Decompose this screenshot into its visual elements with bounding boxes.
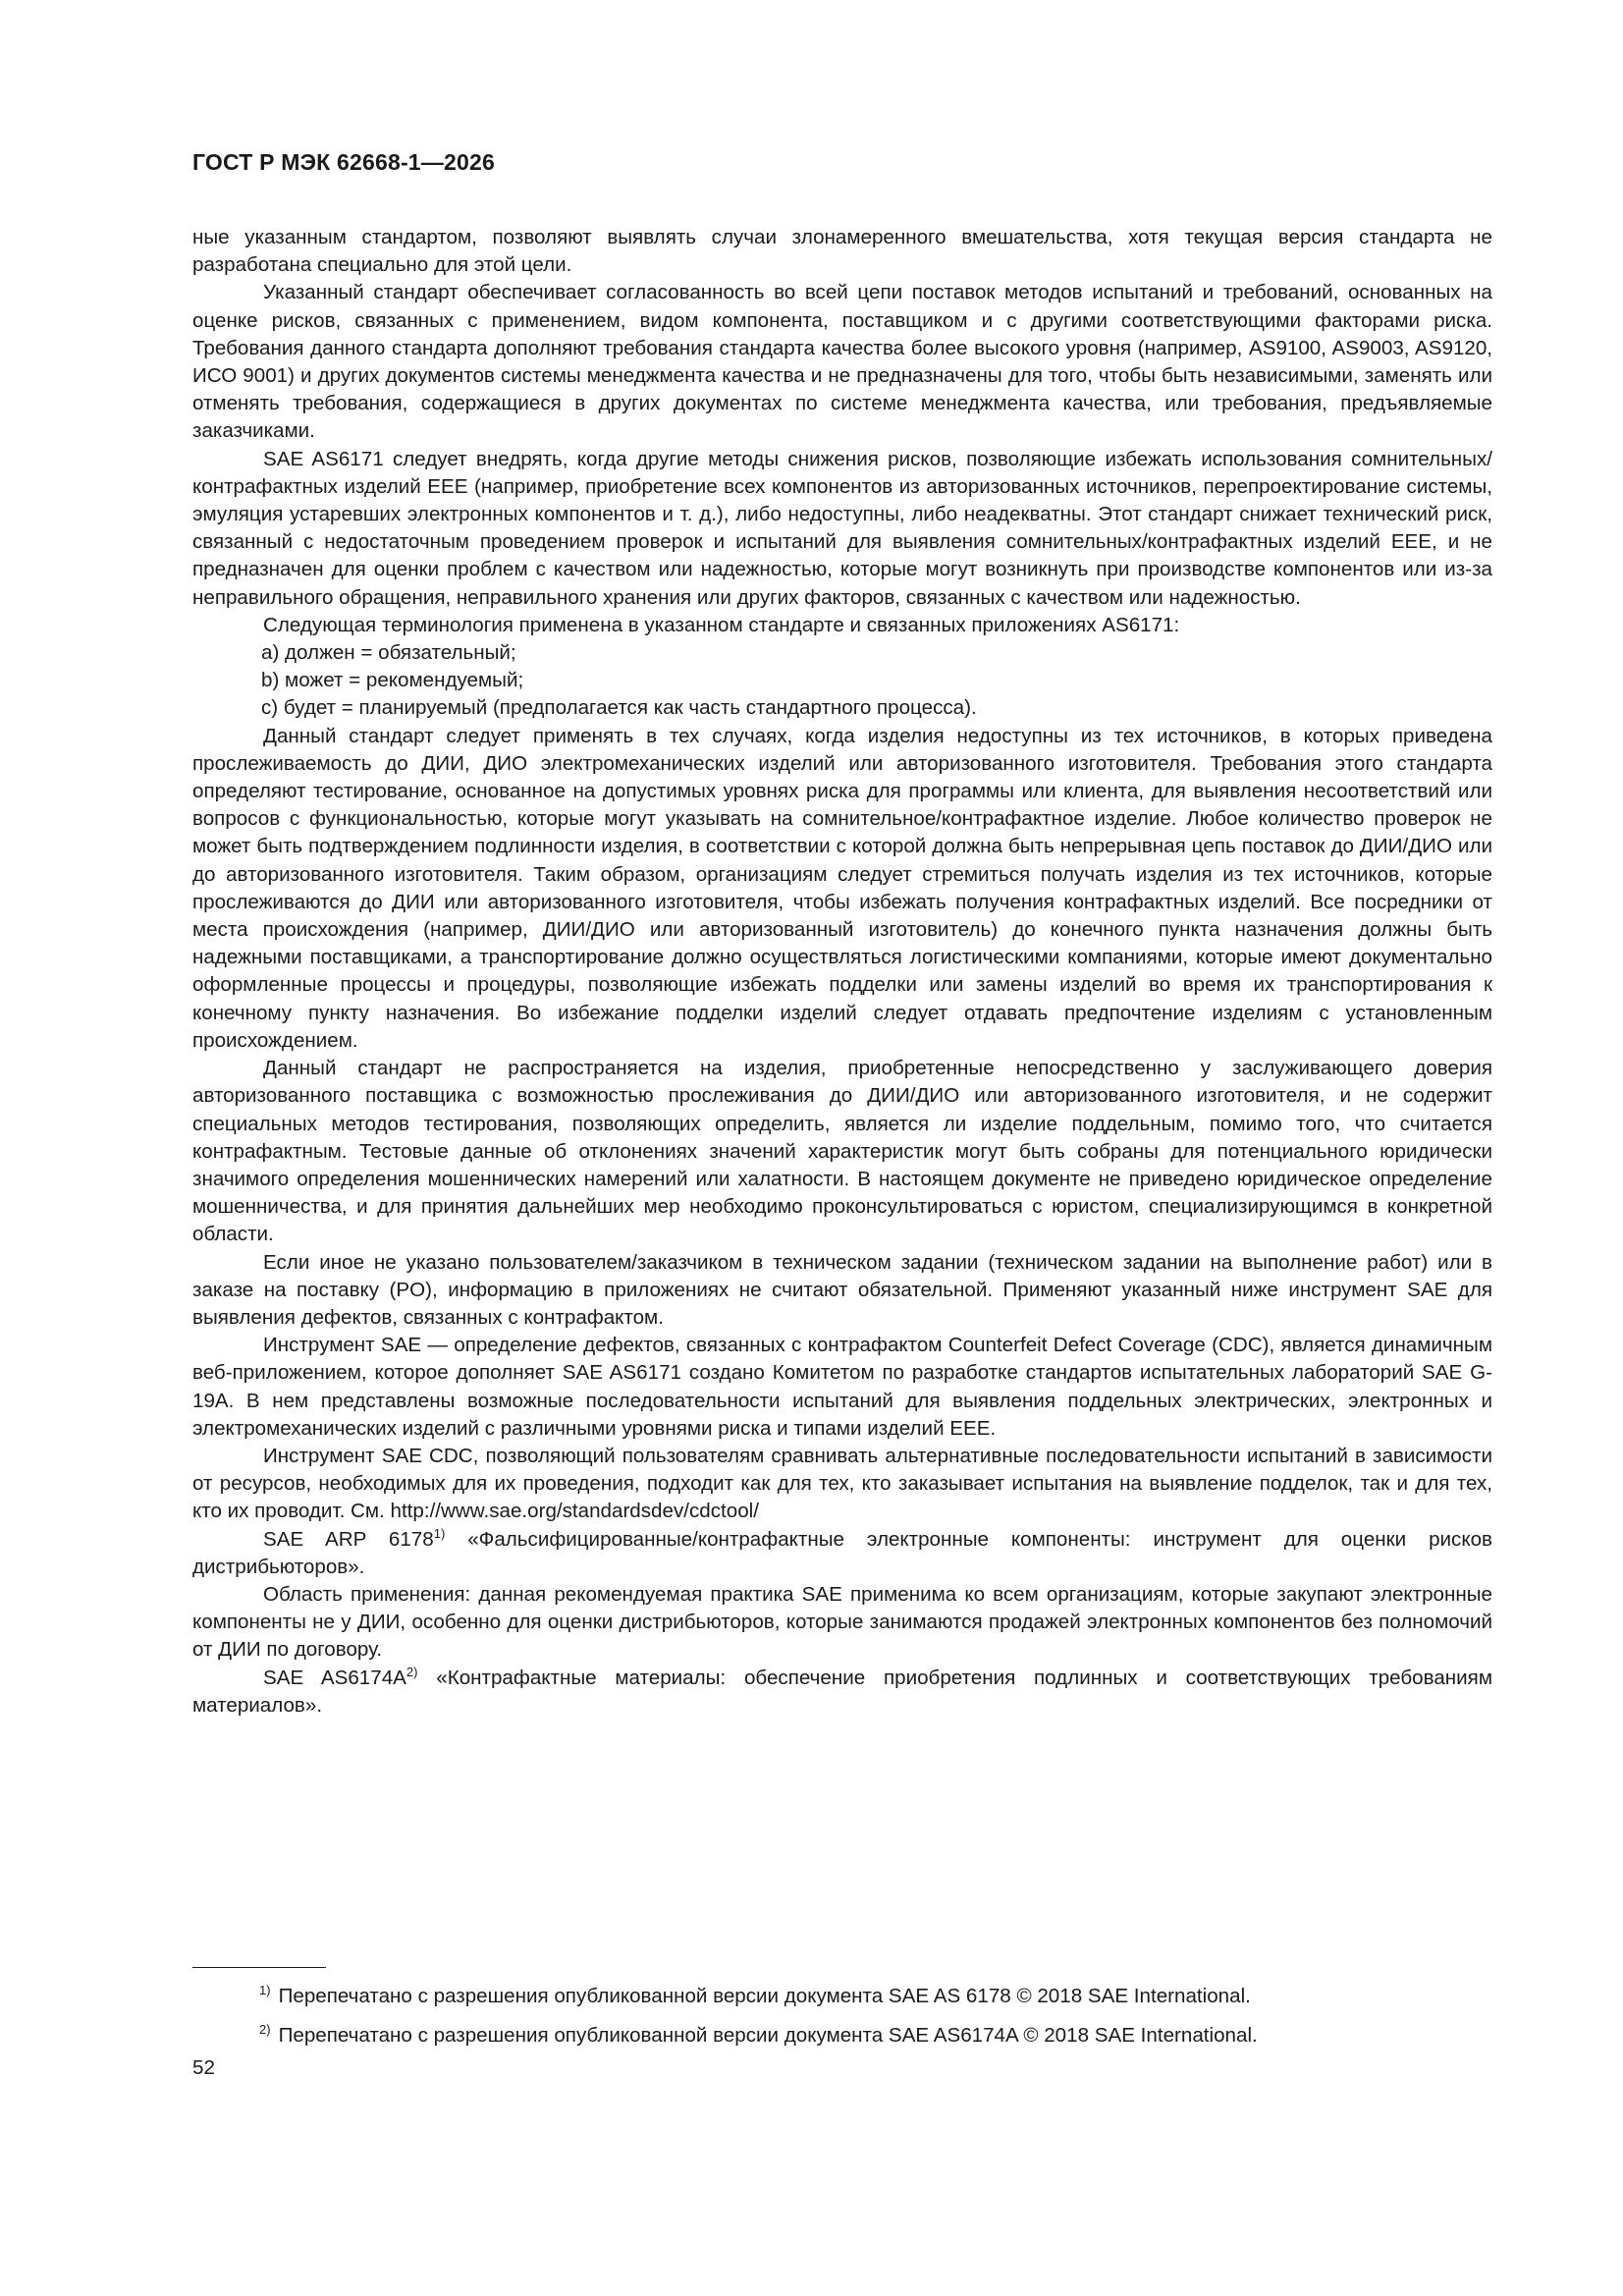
footnote-ref[interactable]: 1) bbox=[433, 1525, 446, 1541]
footnote-mark: 1) bbox=[259, 1983, 271, 1997]
paragraph: Указанный стандарт обеспечивает согласованность во всей цепи поставок методов испытаний и требований, основанных на оценке рисков, связанных с применением, видом компонента, поставщиком и с другими соответствующими факторами риска. Требования данного стандарта дополняют требования стандарта качества более высокого уровня (например, AS9100, AS9003, AS9120, ИСО 9001) и других документов системы менеджмента качества и не предназначены для того, чтобы быть независимыми, заменять или отменять требования, содержащиеся в других документах по системе менеджмента качества, или требования, предъявляемые заказчиками. bbox=[192, 281, 1492, 443]
list-item: а) должен = обязательный; bbox=[261, 641, 516, 665]
footnotes bbox=[259, 1977, 1492, 2055]
paragraph bbox=[192, 1526, 1492, 1581]
paragraph: Область применения: данная рекомендуемая практика SAE применима ко всем организациям, которые закупают электронные компоненты не у ДИИ, особенно для оценки дистрибьюторов, которые занимаются продажей электронных компонентов без полномочий от ДИИ по договору. bbox=[192, 1582, 1492, 1662]
footnote bbox=[259, 2016, 1492, 2055]
footnote-text: Перепечатано с разрешения опубликованной версии документа SAE AS6174A © 2018 SAE International. bbox=[278, 2024, 1258, 2047]
paragraph: Следующая терминология применена в указанном стандарте и связанных приложениях AS6171: bbox=[263, 613, 1180, 636]
list-item: b) может = рекомендуемый; bbox=[261, 669, 524, 692]
paragraph bbox=[192, 1665, 1492, 1720]
paragraph: Инструмент SAE CDC, позволяющий пользователям сравнивать альтернативные последовательности испытаний в зависимости от ресурсов, необходимых для их проведения, подходит как для тех, кто заказывает испытания на выявление подделок, так и для тех, кто их проводит. См. http://www.sae.org/standardsdev/cdctool/ bbox=[192, 1444, 1492, 1523]
paragraph-text: «Фальсифицированные/контрафактные электронные компоненты: инструмент для оценки рисков дистрибьюторов». bbox=[192, 1527, 1492, 1578]
document-body bbox=[192, 224, 1492, 1720]
standard-ref: SAE AS6174A bbox=[263, 1666, 406, 1689]
footnote-separator bbox=[192, 1967, 326, 1968]
standard-ref: SAE ARP 6178 bbox=[263, 1527, 434, 1551]
paragraph: Инструмент SAE — определение дефектов, связанных с контрафактом Counterfeit Defect Coverage (CDC), является динамичным веб-приложением, которое дополняет SAE AS6171 создано Комитетом по разработке стандартов испытательных лабораторий SAE G-19A. В нем представлены возможные последовательности испытаний для выявления поддельных электрических, электронных и электромеханических изделий с различными уровнями риска и типами изделий ЕЕЕ. bbox=[192, 1334, 1492, 1440]
footnote bbox=[259, 1977, 1492, 2016]
page-number: 52 bbox=[192, 2056, 215, 2079]
paragraph: ные указанным стандартом, позволяют выявлять случаи злонамеренного вмешательства, хотя текущая версия стандарта не разработана специально для этой цели. bbox=[192, 226, 1492, 277]
paragraph-text: «Контрафактные материалы: обеспечение приобретения подлинных и соответствующих требованиям материалов». bbox=[192, 1666, 1492, 1717]
paragraph: SAE AS6171 следует внедрять, когда другие методы снижения рисков, позволяющие избежать использования сомнительных/контрафактных изделий ЕЕЕ (например, приобретение всех компонентов из авторизованных источников, перепроектирование системы, эмуляция устаревших электронных компонентов и т. д.), либо недоступны, либо неадекватны. Этот стандарт снижает технический риск, связанный с недостаточным проведением проверок и испытаний для выявления сомнительных/контрафактных изделий ЕЕЕ, и не предназначен для оценки проблем с качеством или надежностью, которые могут возникнуть при производстве компонентов или из-за неправильного обращения, неправильного хранения или других факторов, связанных с качеством или надежностью. bbox=[192, 447, 1492, 609]
paragraph: Данный стандарт не распространяется на изделия, приобретенные непосредственно у заслуживающего доверия авторизованного поставщика с возможностью прослеживания до ДИИ/ДИО или авторизованного изготовителя, и не содержит специальных методов тестирования, позволяющих определить, является ли изделие поддельным, помимо того, что считается контрафактным. Тестовые данные об отклонениях значений характеристик могут быть собраны для потенциального юридически значимого определения мошеннических намерений или халатности. В настоящем документе не приведено юридическое определение мошенничества, и для принятия дальнейших мер необходимо проконсультироваться с юристом, специализирующимся в конкретной области. bbox=[192, 1057, 1492, 1246]
paragraph: Если иное не указано пользователем/заказчиком в техническом задании (техническом задании на выполнение работ) или в заказе на поставку (PO), информацию в приложениях не считают обязательной. Применяют указанный ниже инструмент SAE для выявления дефектов, связанных с контрафактом. bbox=[192, 1250, 1492, 1329]
paragraph: Данный стандарт следует применять в тех случаях, когда изделия недоступны из тех источников, в которых приведена прослеживаемость до ДИИ, ДИО электромеханических изделий или авторизованного изготовителя. Требования этого стандарта определяют тестирование, основанное на допустимых уровнях риска для программы или клиента, для выявления несоответствий или вопросов с функциональностью, которые могут указывать на сомнительное/контрафактное изделие. Любое количество проверок не может быть подтверждением подлинности изделия, в соответствии с которой должна быть непрерывная цепь поставок до ДИИ/ДИО или до авторизованного изготовителя. Таким образом, организациям следует стремиться получать изделия из тех источников, которые прослеживаются до ДИИ или авторизованного изготовителя, чтобы избежать получения контрафактных изделий. Все посредники от места происхождения (например, ДИИ/ДИО или авторизованный изготовитель) до конечного пункта назначения должны быть надежными поставщиками, а транспортирование должно осуществляться логистическими компаниями, которые имеют документально оформленные процессы и процедуры, позволяющие избежать подделки или замены изделий во время их транспортирования к конечному пункту назначения. Во избежание подделки изделий следует отдавать предпочтение изделиям с установленным происхождением. bbox=[192, 724, 1492, 1052]
footnote-ref[interactable]: 2) bbox=[406, 1664, 418, 1679]
document-header: ГОСТ Р МЭК 62668-1—2026 bbox=[192, 149, 495, 175]
list-item: с) будет = планируемый (предполагается как часть стандартного процесса). bbox=[261, 696, 977, 720]
footnote-text: Перепечатано с разрешения опубликованной версии документа SAE AS 6178 © 2018 SAE International. bbox=[278, 1985, 1251, 2007]
footnote-mark: 2) bbox=[259, 2022, 271, 2037]
